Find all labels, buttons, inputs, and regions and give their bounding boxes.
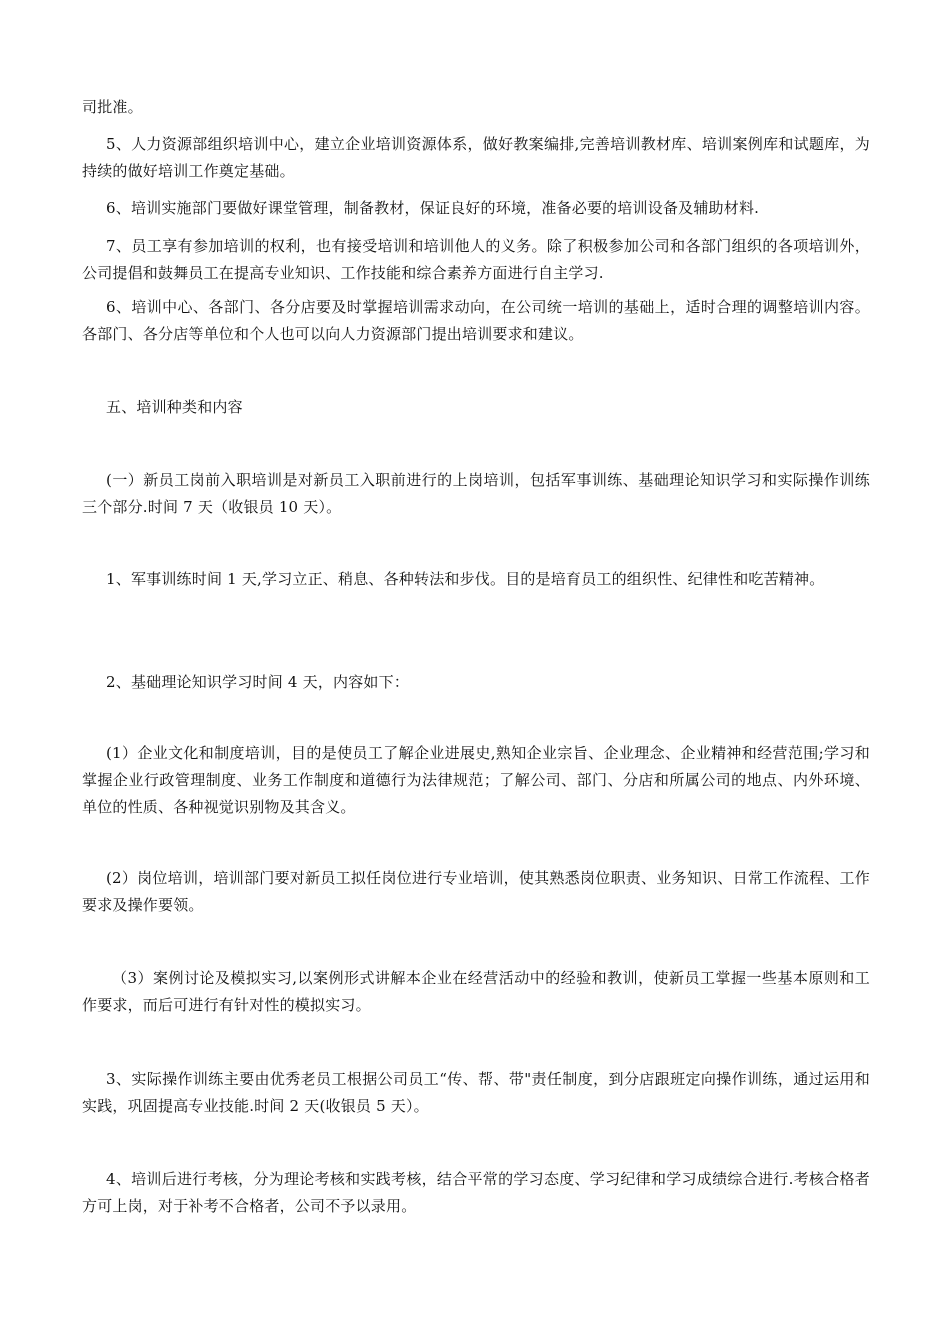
paragraph-new-employee-training: (一）新员工岗前入职培训是对新员工入职前进行的上岗培训，包括军事训练、基础理论知识学习和实际操作训练三个部分.时间 7 天（收银员 10 天）。	[82, 471, 870, 516]
paragraph-case-study: （3）案例讨论及模拟实习,以案例形式讲解本企业在经营活动中的经验和教训，使新员工掌握一些基本原则和工作要求，而后可进行有针对性的模拟实习。	[82, 969, 870, 1014]
paragraph-item-7: 7、员工享有参加培训的权利，也有接受培训和培训他人的义务。除了积极参加公司和各部门组织的各项培训外，公司提倡和鼓舞员工在提高专业知识、工作技能和综合素养方面进行自主学习.	[82, 237, 870, 282]
paragraph-military-training: 1、军事训练时间 1 天,学习立正、稍息、各种转法和步伐。目的是培育员工的组织性、纪律性和吃苦精神。	[106, 570, 825, 588]
paragraph-item-5: 5、人力资源部组织培训中心，建立企业培训资源体系，做好教案编排,完善培训教材库、培训案例库和试题库，为持续的做好培训工作奠定基础。	[82, 135, 870, 180]
paragraph-item-6b: 6、培训中心、各部门、各分店要及时掌握培训需求动向，在公司统一培训的基础上，适时合理的调整培训内容。各部门、各分店等单位和个人也可以向人力资源部门提出培训要求和建议。	[82, 298, 870, 343]
paragraph-culture-training: (1）企业文化和制度培训，目的是使员工了解企业进展史,熟知企业宗旨、企业理念、企业精神和经营范围;学习和掌握企业行政管理制度、业务工作制度和道德行为法律规范；了解公司、部门、分店和所属公司的地点、内外环境、单位的性质、各种视觉识别物及其含义。	[82, 744, 870, 816]
paragraph-post-training: (2）岗位培训，培训部门要对新员工拟任岗位进行专业培训，使其熟悉岗位职责、业务知识、日常工作流程、工作要求及操作要领。	[82, 869, 870, 914]
section-heading-training-types: 五、培训种类和内容	[106, 398, 243, 416]
paragraph-theory-study: 2、基础理论知识学习时间 4 天，内容如下：	[106, 673, 410, 691]
paragraph-item-6a: 6、培训实施部门要做好课堂管理，制备教材，保证良好的环境，准备必要的培训设备及辅助材料.	[106, 199, 760, 217]
paragraph-assessment: 4、培训后进行考核，分为理论考核和实践考核，结合平常的学习态度、学习纪律和学习成绩综合进行.考核合格者方可上岗，对于补考不合格者，公司不予以录用。	[82, 1170, 870, 1215]
paragraph-practical-training: 3、实际操作训练主要由优秀老员工根据公司员工“传、帮、带"责任制度，到分店跟班定向操作训练，通过运用和实践，巩固提高专业技能.时间 2 天(收银员 5 天）。	[82, 1070, 870, 1115]
paragraph-approval: 司批准。	[82, 98, 143, 116]
